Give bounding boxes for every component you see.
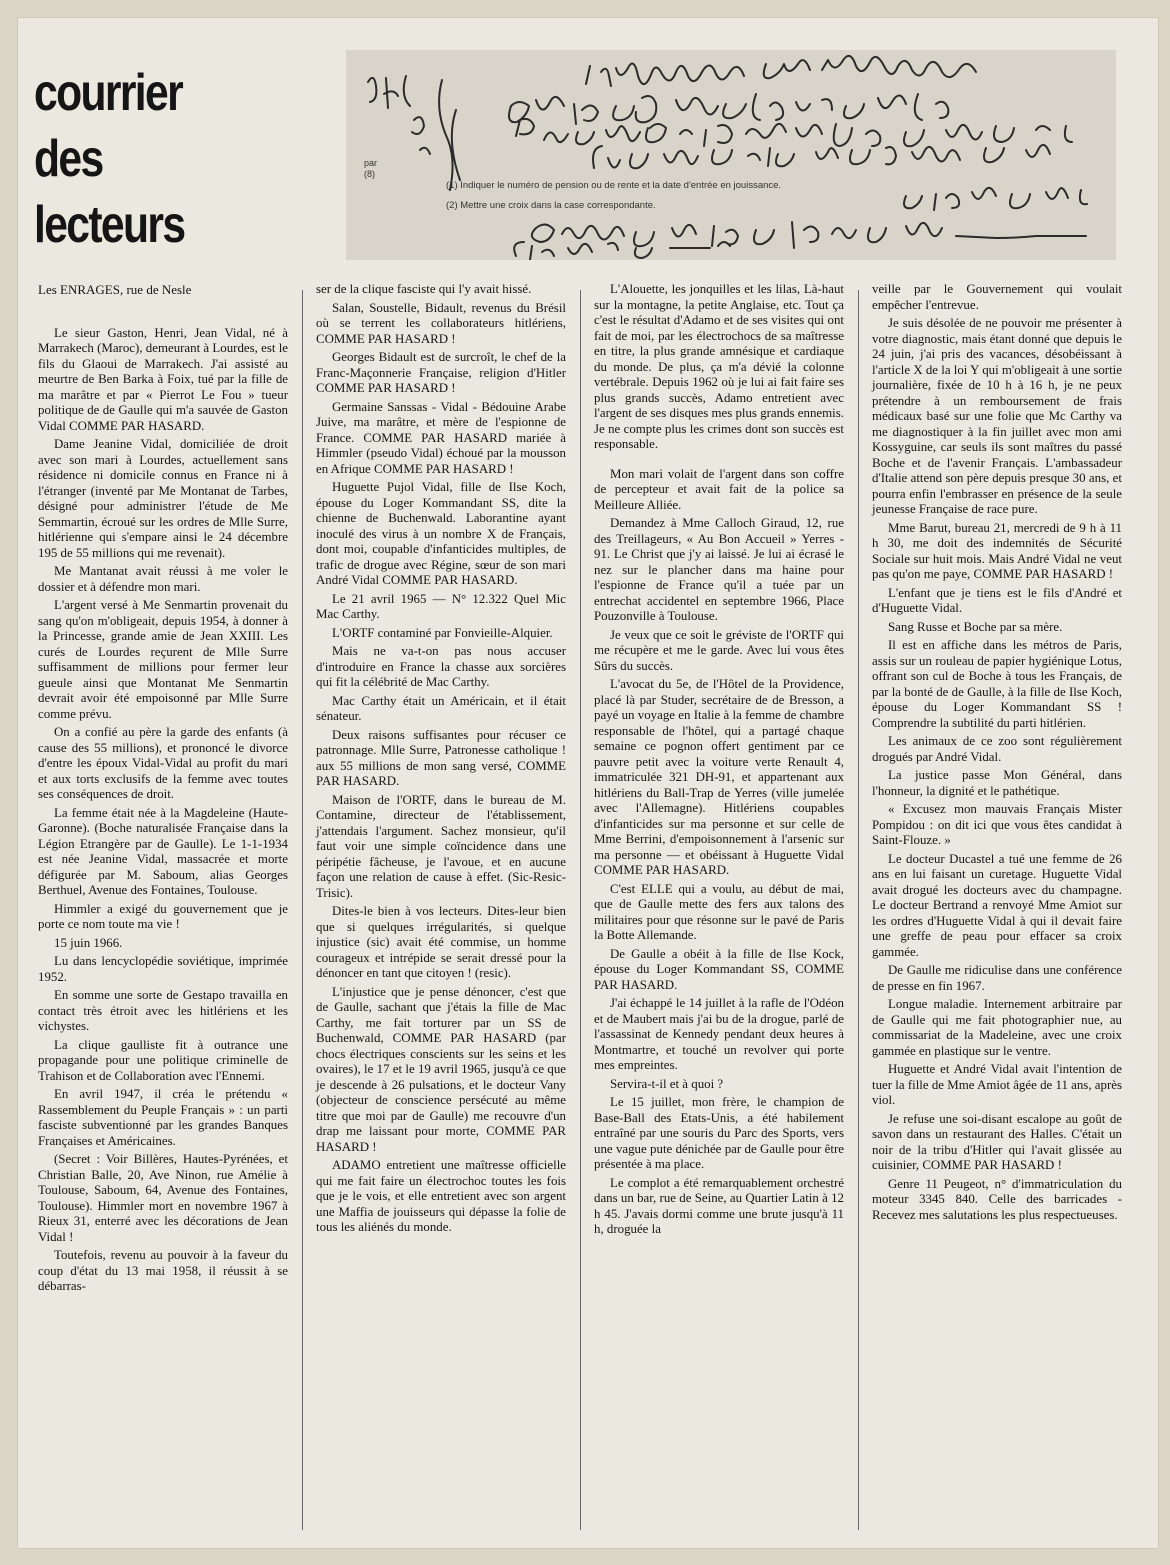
paragraph: Lu dans lencyclopédie soviétique, imprimée 1952. [38, 954, 288, 984]
paragraph: J'ai échappé le 14 juillet à la rafle de l'Odéon et de Maubert mais j'ai bu de la drogue, parlé de l'assassinat de Kennedy pendant deux heures à Montmartre, et touché un revolver qui porte mes empreintes. [594, 996, 844, 1072]
paragraph: De Gaulle me ridiculise dans une conférence de presse en fin 1967. [872, 963, 1122, 993]
paragraph: Mac Carthy était un Américain, et il était sénateur. [316, 693, 566, 723]
paragraph: ADAMO entretient une maîtresse officielle qui me fait faire un électrochoc toutes les fois que je le vois, et elle entretient avec son argent une Maffia de jouisseurs qui dépasse la folie de tous les aliénés du monde. [316, 1158, 566, 1234]
paragraph: Maison de l'ORTF, dans le bureau de M. Contamine, directeur de l'établissement, j'attendais l'argument. Sachez monsieur, qu'il faut voir une simple coïncidence dans une péripétie fâcheuse, je l'avoue, et en aucune façon une relation de cause à effet. (Sic-Resic-Trisic). [316, 792, 566, 900]
paragraph: Les animaux de ce zoo sont régulièrement drogués par André Vidal. [872, 734, 1122, 764]
paragraph: Le 15 juillet, mon frère, le champion de Base-Ball des Etats-Unis, a été habilement entraîné par une souris du Parc des Sports, vers une vague pute dénichée par de Gaulle pour être présentée à ma place. [594, 1095, 844, 1171]
paragraph: L'argent versé à Me Senmartin provenait du sang qu'on m'obligeait, depuis 1954, à donner à la Princesse, grande amie de Jean XXIII. Les curés de Lourdes reçurent de Mlle Surre suffisamment de millions pour fermer leur gueule ainsi que Montanat Me Senmartin devrait avoir été empoisonné par Mlle Surre comme prévu. [38, 598, 288, 721]
section-title [34, 60, 184, 258]
form-note-1: (1) Indiquer le numéro de pension ou de rente et la date d'entrée en jouissance. [446, 180, 782, 191]
paragraph: Je refuse une soi-disant escalope au goût de savon dans un restaurant des Halles. C'était un noir de la tribu d'Hitler qui l'avait glissée au cuisinier, COMME PAR HASARD ! [872, 1111, 1122, 1172]
paragraph: L'avocat du 5e, de l'Hôtel de la Providence, placé là par Studer, secrétaire de de Bresson, a payé un voyage en Italie à la femme de chambre responsable de l'hôtel, qui a partagé chaque semaine ce pognon offert gentiment par ce pauvre petit avec la voiture verte Renault 4, immatriculée 321 DH-91, et appartenant aux hitlériens du Ball-Trap de Yerres (ville jumelée avec l'Allemagne). Hitlériens coupables d'infanticides sur ma personne et sur celle de Mme Berrini, d'empoisonnement à l'arsenic sur ma personne — et obéissant à Huguette Vidal COMME PAR HASARD. [594, 677, 844, 877]
paragraph: Le 21 avril 1965 — N° 12.322 Quel Mic Mac Carthy. [316, 591, 566, 621]
paragraph: Toutefois, revenu au pouvoir à la faveur du coup d'état du 13 mai 1958, il réussit à se débarras- [38, 1248, 288, 1293]
paragraph: Deux raisons suffisantes pour récuser ce patronnage. Mlle Surre, Patronesse catholique ! aux 55 millions de mon sang versé, COMME PAR HASARD. [316, 727, 566, 788]
paragraph: Dites-le bien à vos lecteurs. Dites-leur bien que si quelques irrégularités, si quelque injustice (sic) avait été commise, un homme courageux et intrépide se serait dressé pour la dénoncer en tant que citoyen ! (resic). [316, 904, 566, 980]
paragraph: Genre 11 Peugeot, n° d'immatriculation du moteur 3345 840. Celle des barricades - Recevez mes salutations les plus respectueuses. [872, 1176, 1122, 1222]
paragraph: (Secret : Voir Billères, Hautes-Pyrénées, et Christian Balle, 20, Ave Ninon, rue Amélie à Toulouse, Saboum, 64, Avenue des Fontaines, Toulouse). Himmler mort en novembre 1967 à Rieux 31, enterré avec les décorations de Jean Vidal ! [38, 1152, 288, 1244]
paragraph: L'ORTF contaminé par Fonvieille-Alquier. [332, 625, 553, 640]
paragraph: On a confié au père la garde des enfants (à cause des 55 millions), et prononcé le divorce d'entre les époux Vidal-Vidal au profit du mari et aux torts exclusifs de la femme avec toutes ses conséquences de droit. [38, 725, 288, 801]
paragraph: C'est ELLE qui a voulu, au début de mai, que de Gaulle mette des fers aux talons des militaires pour que résonne sur le pavé de Paris la Botte Allemande. [594, 881, 844, 942]
paragraph: L'enfant que je tiens est le fils d'André et d'Huguette Vidal. [872, 585, 1122, 615]
paragraph: La justice passe Mon Général, dans l'honneur, la dignité et le pathétique. [872, 768, 1122, 798]
paragraph: Mon mari volait de l'argent dans son coffre de percepteur et avait fait de la police sa Meilleure Alliée. [594, 466, 844, 512]
paragraph: Dame Jeanine Vidal, domiciliée de droit avec son mari à Lourdes, actuellement sans résidence ni domicile connus en France ni à l'étranger (inventé par Me Montanat de Tarbes, désigné pour administrer l'étude de Me Semmartin, écroué sur les ordres de Mlle Surre, hitlérienne qui s'empare ainsi le 24 décembre 195 de 55 millions qui me revenait). [38, 437, 288, 560]
article-column-1 [38, 282, 288, 1298]
paragraph: Mais ne va-t-on pas nous accuser d'introduire en France la chasse aux sorcières qui fit la célébrité de Mac Carthy. [316, 644, 566, 689]
handwriting-image [346, 50, 1116, 260]
paragraph: L'injustice que je pense dénoncer, c'est que de Gaulle, sachant que j'étais la fille de Mac Carthy, me fait torturer par un SS de Buchenwald, COMME PAR HASARD (par chocs électriques conscients sur les seins et les ovaires), le 17 et le 19 avril 1965, jusqu'à ce que je descende à 26 pulsations, et le docteur Vany (objecteur de conscience persécuté au même titre que moi par de Gaulle) me recouvre d'un drap me laissant pour morte, COMME PAR HASARD ! [316, 984, 566, 1154]
side-label-text: par [364, 158, 378, 168]
paragraph: Il est en affiche dans les métros de Paris, assis sur un rouleau de papier hygiénique Lotus, offrant son cul de Boche à tous les Français, de par la bonté de de Gaulle, à la fille de Ilse Koch, épouse du Loger Kommandant SS ! Comprendre la subtilité du parti hitlérien. [872, 638, 1122, 730]
column-rule-3 [858, 290, 859, 1530]
paragraph: Le docteur Ducastel a tué une femme de 26 ans en lui faisant un curetage. Huguette Vidal avait drogué les docteurs avec du champagne. Le docteur Bertrand a renvoyé Mme Amiot sur les ordres d'Huguette Vidal à qui il devait faire une greffe de peau pour effacer sa croix gammée. [872, 851, 1122, 959]
paragraph: veille par le Gouvernement qui voulait empêcher l'entrevue. [872, 282, 1122, 312]
handwritten-form-clipping [346, 50, 1116, 260]
paragraph: Je veux que ce soit le gréviste de l'ORTF qui me récupère et me le garde. Avec lui vous êtes Sûrs du succès. [594, 627, 844, 673]
paragraph: ser de la clique fasciste qui l'y avait hissé. [316, 282, 532, 296]
paragraph: Longue maladie. Internement arbitraire par de Gaulle qui me fait photographier nue, au commissariat de la Madeleine, avec une croix gammée en plastique sur le ventre. [872, 997, 1122, 1058]
paragraph: Huguette Pujol Vidal, fille de Ilse Koch, épouse du Loger Kommandant SS, dite la chienne de Buchenwald. Laborantine ayant inoculé des virus à un nombre X de Français, dont moi, coupable d'infanticides multiples, de trafic de drogue avec Régine, sœur de son mari André Vidal COMME PAR HASARD. [316, 480, 566, 587]
paragraph: Salan, Soustelle, Bidault, revenus du Brésil où se terrent les collaborateurs hitlériens, COMME PAR HASARD ! [316, 300, 566, 346]
column-rule-1 [302, 290, 303, 1530]
paragraph: Demandez à Mme Calloch Giraud, 12, rue des Treillageurs, « Au Bon Accueil » Yerres - 91. Le Christ que j'y ai laissé. Je lui ai écrasé le nez sur le plancher dans ma haine pour l'espionne de France qu'il a tuée par un entrechat accidentel en septembre 1966, Place Pouzonville à Toulouse. [594, 516, 844, 623]
paragraph: En avril 1947, il créa le prétendu « Rassemblement du Peuple Français » : un parti fasciste subventionné par les grandes Banques Françaises et Américaines. [38, 1087, 288, 1148]
paragraph: La femme était née à la Magdeleine (Haute-Garonne). (Boche naturalisée Française dans la Légion Etrangère par de Gaulle). Le 1-1-1934 est née Jeanine Vidal, massacrée et morte défigurée par M. Saboum, alias Georges Berthuel, Avenue des Fontaines, Toulouse. [38, 805, 288, 897]
paragraph: Germaine Sanssas - Vidal - Bédouine Arabe Juive, ma marâtre, et mère de l'espionne de France. COMME PAR HASARD mariée à Himmler (pseudo Vidal) échoué par la mousson en Afrique COMME PAR HASARD ! [316, 399, 566, 476]
letter-signature: Les ENRAGES, rue de Nesle [38, 282, 192, 297]
paragraph: L'Alouette, les jonquilles et les lilas, Là-haut sur la montagne, la petite Anglaise, etc. Tout ça c'est le résultat d'Adamo et de ses visites qui ont fait de moi, par les électrochocs de sa maîtresse en titre, la plus grande amnésique et cardiaque du monde. De plus, ça m'a dévié la colonne vertébrale. Depuis 1962 où je lui ai fait faire ses plus grands succès, Adamo entretient avec l'argent de ses disques mes plus grands ennemis. Je ne compte plus les crimes dont son succès est responsable. [594, 282, 844, 451]
column-rule-2 [580, 290, 581, 1530]
paragraph: La clique gaulliste fit à outrance une propagande pour une politique criminelle de Trahison et de Collaboration avec l'Ennemi. [38, 1037, 288, 1083]
paragraph: En somme une sorte de Gestapo travailla en contact très étroit avec les hitlériens et les vichystes. [38, 988, 288, 1033]
form-side-label [364, 158, 377, 180]
paragraph: Le complot a été remarquablement orchestré dans un bar, rue de Seine, au Quartier Latin à 12 h 45. J'avais dormi comme une brute jusqu'à 11 h, droguée la [594, 1175, 844, 1236]
paragraph: Servira-t-il et à quoi ? [610, 1076, 724, 1091]
article-column-2 [316, 282, 566, 1239]
side-label-number: (8) [364, 169, 375, 179]
form-note-2: (2) Mettre une croix dans la case correspondante. [446, 200, 656, 211]
paragraph: « Excusez mon mauvais Français Mister Pompidou : on dit ici que vous êtes candidat à Saint-Flouze. » [872, 802, 1122, 847]
article-column-3 [594, 282, 844, 1241]
paragraph: Sang Russe et Boche par sa mère. [888, 619, 1063, 634]
paragraph: Mme Barut, bureau 21, mercredi de 9 h à 11 h 30, me doit des indemnités de Sécurité Sociale sur huit mois. Mais André Vidal ne veut pas qu'on me paye, COMME PAR HASARD ! [872, 520, 1122, 581]
article-column-4 [872, 282, 1122, 1226]
title-line-1: courrier [34, 64, 183, 122]
paragraph: Le sieur Gaston, Henri, Jean Vidal, né à Marrakech (Maroc), demeurant à Lourdes, est le fils du Glaoui de Marrakech. J'ai assisté au meurtre de Ben Barka à Foix, tué par la fille de ma marâtre et par « Pierrot Le Fou » tueur politique de de Gaulle qui m'a sauvée de Gaston Vidal COMME PAR HASARD. [38, 325, 288, 433]
paragraph: Himmler a exigé du gouvernement que je porte ce nom toute ma vie ! [38, 901, 288, 931]
paragraph: De Gaulle a obéit à la fille de Ilse Kock, épouse du Loger Kommandant SS, COMME PAR HASARD. [594, 946, 844, 992]
title-line-2: des [34, 130, 103, 188]
paragraph: 15 juin 1966. [54, 935, 123, 950]
paragraph: Me Mantanat avait réussi à me voler le dossier et à défendre mon mari. [38, 564, 288, 594]
paragraph: Georges Bidault est de surcroît, le chef de la Franc-Maçonnerie Française, religion d'Hitler COMME PAR HASARD ! [316, 350, 566, 395]
paragraph: Huguette et André Vidal avait l'intention de tuer la fille de Mme Amiot âgée de 11 ans, après viol. [872, 1062, 1122, 1107]
paragraph: Je suis désolée de ne pouvoir me présenter à votre diagnostic, mais étant donné que depuis le 24 juin, j'ai pris des vacances, désobéissant à l'article X de la loi Y qui m'obligeait à une sortie journalière, fixée de 10 h à 16 h, je ne peux prétendre à un remboursement de frais médicaux basé sur une folie que Mc Carthy va me diagnostiquer à la fin juillet avec mon ami Kossyguine, car seuls ils sont maîtres du passé Boche et de l'avenir Français. L'ambassadeur d'Italie attend son père depuis presque 30 ans, et pourra enfin l'embrasser en présence de la seule jeunesse Française de race pure. [872, 316, 1122, 516]
title-line-3: lecteurs [34, 196, 185, 254]
